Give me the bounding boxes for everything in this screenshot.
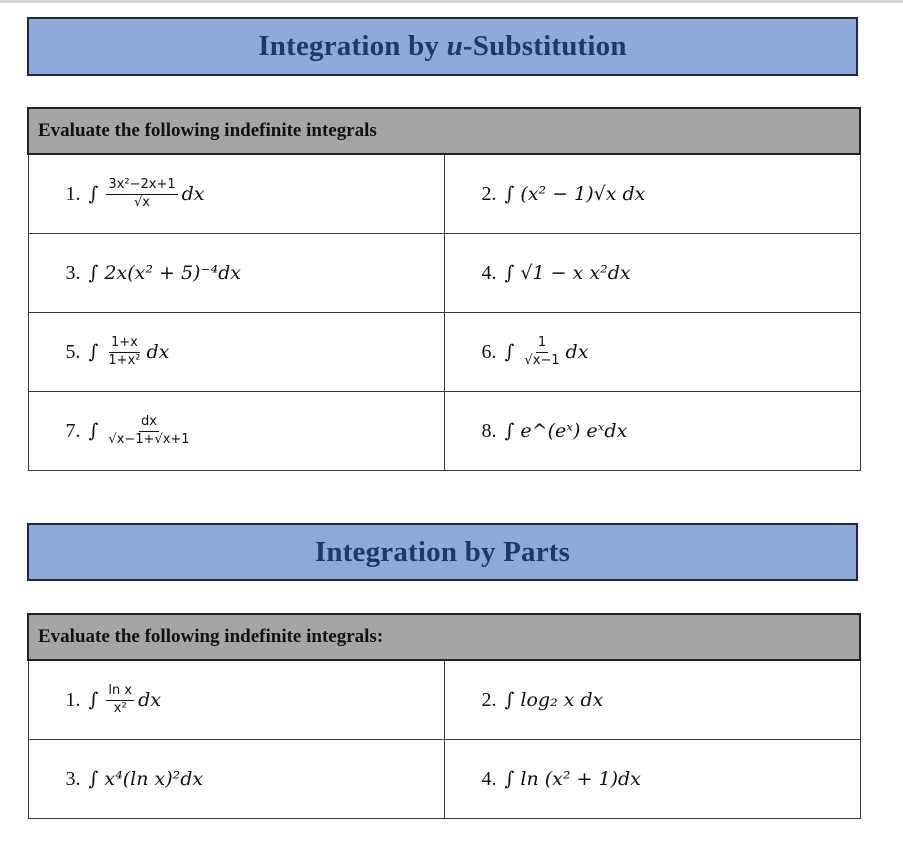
problem-cell: [444, 234, 860, 313]
instruction-text: Evaluate the following indefinite integrals: [38, 120, 377, 141]
integrand: log₂ x dx: [520, 689, 604, 711]
integral-sign: ∫: [504, 689, 515, 711]
problem-number: 1.: [65, 688, 81, 711]
differential: dx: [565, 341, 589, 363]
problem-cell: [28, 234, 444, 313]
problem-cell: [444, 392, 860, 471]
problem-cell: [444, 740, 860, 819]
problem-cell: [444, 313, 860, 392]
table-header: [28, 108, 860, 154]
problem-cell: [28, 154, 444, 234]
problem-cell: [28, 740, 444, 819]
integrand: x⁴(ln x)²dx: [104, 768, 204, 790]
section-title: [258, 30, 626, 63]
problem-cell: [444, 154, 860, 234]
numerator: 1: [536, 336, 548, 353]
denominator: √x: [134, 194, 150, 210]
denominator: √x−1: [524, 352, 560, 368]
problem-number: 1.: [65, 182, 81, 205]
differential: dx: [146, 341, 170, 363]
problem-number: 4.: [481, 261, 497, 284]
problems-table-substitution: [27, 107, 861, 471]
denominator: x²: [113, 700, 127, 716]
integrand: ln (x² + 1)dx: [520, 768, 641, 790]
integrand: √1 − x x²dx: [520, 262, 631, 284]
problem-number: 8.: [481, 419, 497, 442]
problem-cell: [28, 660, 444, 740]
section-banner-integration-by-parts: [27, 523, 858, 581]
fraction: [522, 336, 561, 369]
table-header: [28, 614, 860, 660]
integral-sign: ∫: [504, 262, 515, 284]
page-top-border: [0, 0, 903, 3]
fraction: [106, 684, 134, 717]
fraction: [106, 415, 191, 448]
problem-number: 7.: [65, 419, 81, 442]
section-title: Integration by Parts: [314, 535, 571, 568]
problem-cell: [28, 392, 444, 471]
title-prefix: Integration by: [258, 30, 447, 62]
numerator: 3x²−2x+1: [106, 178, 177, 195]
numerator: ln x: [106, 684, 134, 701]
numerator: dx: [139, 415, 159, 432]
problem-number: 3.: [65, 261, 81, 284]
denominator: 1+x²: [108, 352, 141, 368]
numerator: 1+x: [109, 336, 140, 353]
integral-sign: ∫: [88, 341, 99, 363]
problem-number: 3.: [65, 767, 81, 790]
differential: dx: [181, 183, 205, 205]
differential: dx: [138, 689, 161, 711]
problem-number: 6.: [481, 340, 497, 363]
integral-sign: ∫: [504, 341, 515, 363]
integrand: e^(eˣ) eˣdx: [520, 420, 628, 442]
fraction: [106, 336, 142, 369]
problems-table-parts: [27, 613, 861, 819]
title-variable: u: [446, 30, 463, 62]
denominator: √x−1+√x+1: [108, 431, 190, 447]
integral-sign: ∫: [88, 768, 99, 790]
fraction: [106, 178, 177, 211]
integral-sign: ∫: [88, 420, 99, 442]
title-suffix: -Substitution: [462, 30, 627, 62]
integral-sign: ∫: [88, 689, 99, 711]
problem-number: 2.: [481, 688, 497, 711]
problem-number: 2.: [481, 182, 497, 205]
problem-cell: [444, 660, 860, 740]
integral-sign: ∫: [504, 420, 515, 442]
integrand: (x² − 1)√x dx: [520, 183, 646, 205]
integrand: 2x(x² + 5)⁻⁴dx: [104, 262, 241, 284]
integral-sign: ∫: [504, 768, 515, 790]
integral-sign: ∫: [88, 183, 99, 205]
instruction-text: Evaluate the following indefinite integrals:: [38, 626, 384, 647]
problem-cell: [28, 313, 444, 392]
section-banner-u-substitution: [27, 17, 858, 76]
integral-sign: ∫: [504, 183, 515, 205]
problem-number: 4.: [481, 767, 497, 790]
integral-sign: ∫: [88, 262, 99, 284]
problem-number: 5.: [65, 340, 81, 363]
